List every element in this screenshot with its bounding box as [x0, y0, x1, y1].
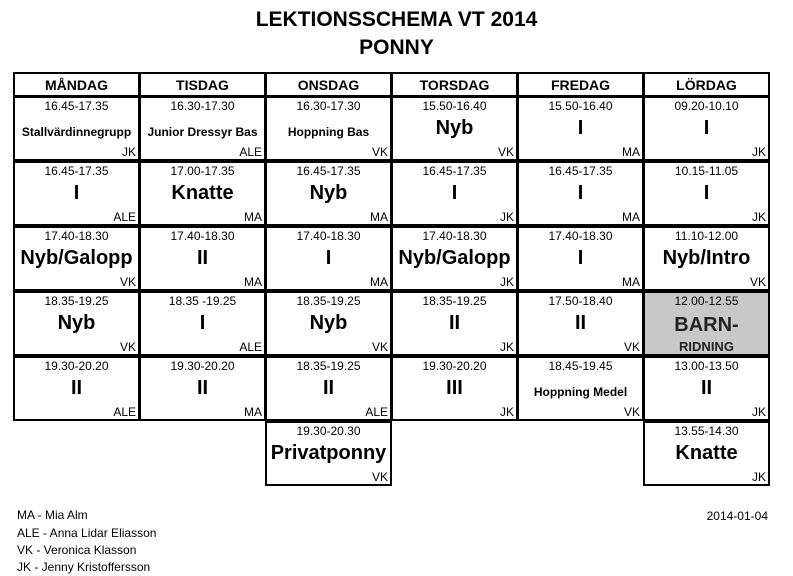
instructor-initials: MA: [622, 145, 640, 159]
lesson-time: 18.35-19.25: [296, 294, 361, 308]
lesson-time: 17.50-18.40: [548, 294, 613, 308]
day-header-monday: MÅNDAG: [13, 72, 140, 97]
instructor-initials: JK: [499, 340, 514, 354]
lesson-cell: [265, 226, 392, 291]
lesson-group: I: [577, 117, 584, 139]
lesson-cell: [643, 226, 770, 291]
lesson-group: II: [448, 312, 461, 334]
lesson-time: 10.15-11.05: [674, 164, 739, 178]
lesson-group: I: [703, 182, 710, 204]
instructor-initials: ALE: [239, 145, 262, 159]
instructor-initials: MA: [370, 275, 388, 289]
lesson-cell: [139, 96, 266, 161]
lesson-cell: [139, 356, 266, 421]
lesson-time: 18.35-19.25: [296, 359, 361, 373]
instructor-initials: JK: [751, 210, 766, 224]
lesson-time: 19.30-20.20: [422, 359, 487, 373]
instructor-initials: VK: [623, 405, 640, 419]
lesson-group: Knatte: [171, 182, 234, 204]
lesson-cell: [139, 291, 266, 356]
instructor-initials: ALE: [113, 405, 136, 419]
instructor-initials: VK: [371, 470, 388, 484]
legend-item-jk: JK - Jenny Kristoffersson: [17, 560, 151, 574]
instructor-initials: VK: [119, 275, 136, 289]
instructor-initials: MA: [244, 210, 262, 224]
lesson-group: Knatte: [675, 442, 738, 464]
lesson-cell: [517, 226, 644, 291]
lesson-time: 16.30-17.30: [296, 99, 361, 113]
legend-item-ale: ALE - Anna Lidar Eliasson: [17, 526, 157, 540]
instructor-initials: MA: [622, 210, 640, 224]
instructor-initials: MA: [370, 210, 388, 224]
lesson-time: 19.30-20.30: [296, 424, 361, 438]
lesson-group: BARN-: [674, 314, 739, 336]
lesson-time: 16.30-17.30: [170, 99, 235, 113]
instructor-initials: JK: [751, 405, 766, 419]
lesson-cell: [265, 291, 392, 356]
lesson-cell: [643, 96, 770, 161]
lesson-cell: [13, 291, 140, 356]
lesson-time: 17.40-18.30: [548, 229, 613, 243]
lesson-group: Nyb: [57, 312, 96, 334]
lesson-cell: [643, 161, 770, 226]
instructor-initials: JK: [751, 470, 766, 484]
lesson-group: I: [199, 312, 206, 334]
day-header-tuesday: TISDAG: [139, 72, 266, 97]
lesson-group: II: [196, 247, 209, 269]
lesson-cell: [643, 356, 770, 421]
instructor-initials: VK: [371, 145, 388, 159]
lesson-cell: [391, 356, 518, 421]
lesson-cell: [517, 356, 644, 421]
legend-item-ma: MA - Mia Alm: [17, 508, 88, 522]
lesson-group: Nyb/Galopp: [20, 247, 133, 269]
lesson-group: II: [574, 312, 587, 334]
lesson-cell: [517, 96, 644, 161]
lesson-time: 15.50-16.40: [422, 99, 487, 113]
lesson-group: I: [577, 247, 584, 269]
lesson-time: 16.45-17.35: [44, 99, 109, 113]
lesson-cell: [643, 421, 770, 486]
lesson-time: 13.00-13.50: [674, 359, 739, 373]
lesson-group: Nyb/Intro: [662, 247, 751, 269]
lesson-cell: [517, 161, 644, 226]
schedule-title: LEKTIONSSCHEMA VT 2014: [255, 8, 538, 31]
instructor-initials: VK: [119, 340, 136, 354]
lesson-group: Hoppning Bas: [287, 125, 370, 139]
instructor-initials: JK: [499, 405, 514, 419]
lesson-time: 16.45-17.35: [422, 164, 487, 178]
lesson-group: Nyb: [435, 117, 474, 139]
instructor-initials: JK: [499, 210, 514, 224]
lesson-group: III: [446, 377, 463, 399]
lesson-cell: [391, 161, 518, 226]
lesson-time: 18.35-19.25: [422, 294, 487, 308]
day-header-saturday: LÖRDAG: [643, 72, 770, 97]
lesson-group: Nyb/Galopp: [398, 247, 511, 269]
instructor-initials: MA: [244, 275, 262, 289]
lesson-cell: [13, 96, 140, 161]
lesson-cell: [139, 161, 266, 226]
document-date: 2014-01-04: [706, 509, 768, 523]
instructor-initials: VK: [497, 145, 514, 159]
instructor-initials: ALE: [239, 340, 262, 354]
lesson-time: 16.45-17.35: [44, 164, 109, 178]
instructor-initials: JK: [121, 145, 136, 159]
lesson-time: 18.45-19.45: [548, 359, 613, 373]
lesson-cell: [265, 356, 392, 421]
lesson-cell: [643, 291, 770, 356]
lesson-group: I: [703, 117, 710, 139]
lesson-cell: [13, 356, 140, 421]
instructor-initials: JK: [499, 275, 514, 289]
lesson-group: II: [196, 377, 209, 399]
lesson-time: 19.30-20.20: [44, 359, 109, 373]
lesson-time: 09.20-10.10: [674, 99, 739, 113]
lesson-time: 15.50-16.40: [548, 99, 613, 113]
lesson-time: 13.55-14.30: [674, 424, 739, 438]
lesson-cell: [391, 226, 518, 291]
instructor-initials: MA: [622, 275, 640, 289]
schedule-subtitle: PONNY: [359, 36, 434, 59]
lesson-time: 12.00-12.55: [674, 294, 739, 308]
lesson-group: Nyb: [309, 312, 348, 334]
lesson-cell: [265, 161, 392, 226]
lesson-group: Stallvärdinnegrupp: [21, 125, 132, 139]
lesson-group: I: [325, 247, 332, 269]
lesson-group-continued: RIDNING: [679, 339, 734, 354]
lesson-group: I: [451, 182, 458, 204]
instructor-initials: ALE: [113, 210, 136, 224]
lesson-cell: [265, 96, 392, 161]
lesson-time: 19.30-20.20: [170, 359, 235, 373]
lesson-cell: [391, 291, 518, 356]
day-header-friday: FREDAG: [517, 72, 644, 97]
instructor-initials: VK: [749, 275, 766, 289]
lesson-cell: [517, 291, 644, 356]
lesson-time: 16.45-17.35: [548, 164, 613, 178]
lesson-time: 18.35 -19.25: [168, 294, 237, 308]
lesson-time: 18.35-19.25: [44, 294, 109, 308]
lesson-time: 16.45-17.35: [296, 164, 361, 178]
lesson-group: Junior Dressyr Bas: [147, 125, 258, 139]
lesson-cell: [391, 96, 518, 161]
lesson-time: 17.00-17.35: [170, 164, 235, 178]
lesson-cell: [139, 226, 266, 291]
day-header-thursday: TORSDAG: [391, 72, 518, 97]
lesson-group: II: [70, 377, 83, 399]
lesson-group: II: [700, 377, 713, 399]
lesson-group: I: [73, 182, 80, 204]
lesson-time: 17.40-18.30: [422, 229, 487, 243]
lesson-time: 17.40-18.30: [296, 229, 361, 243]
lesson-time: 17.40-18.30: [44, 229, 109, 243]
instructor-initials: VK: [371, 340, 388, 354]
day-header-wednesday: ONSDAG: [265, 72, 392, 97]
instructor-initials: MA: [244, 405, 262, 419]
instructor-initials: ALE: [365, 405, 388, 419]
lesson-time: 11.10-12.00: [674, 229, 739, 243]
lesson-group: Privatponny: [270, 442, 387, 464]
instructor-initials: JK: [751, 145, 766, 159]
legend-item-vk: VK - Veronica Klasson: [17, 543, 137, 557]
lesson-group: I: [577, 182, 584, 204]
lesson-group: II: [322, 377, 335, 399]
lesson-group: Hoppning Medel: [533, 385, 628, 399]
instructor-initials: VK: [623, 340, 640, 354]
lesson-cell: [13, 226, 140, 291]
lesson-cell: [13, 161, 140, 226]
lesson-cell: [265, 421, 392, 486]
lesson-time: 17.40-18.30: [170, 229, 235, 243]
lesson-group: Nyb: [309, 182, 348, 204]
